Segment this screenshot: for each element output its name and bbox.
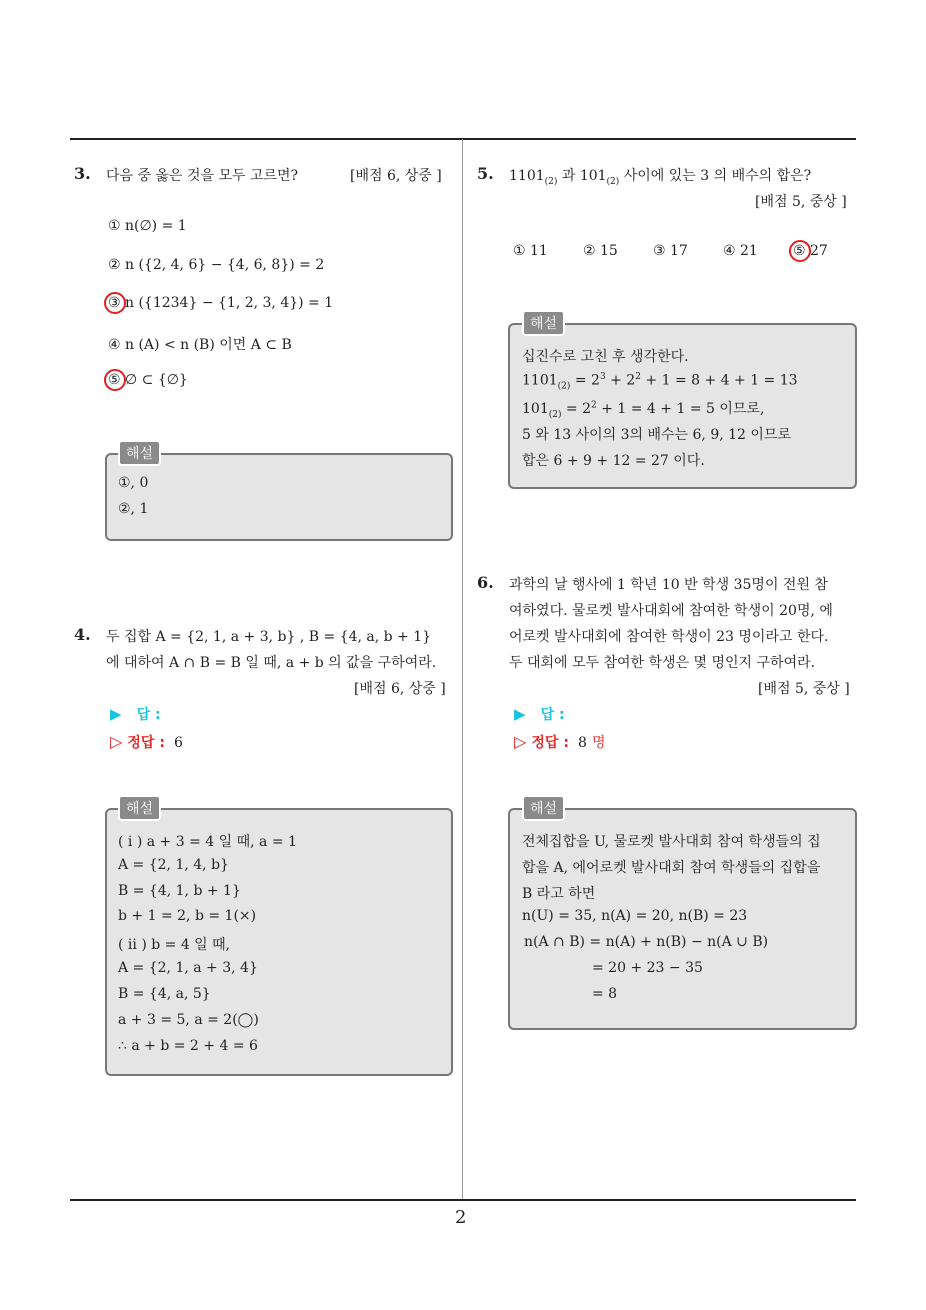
q6-correct-value: 8 — [578, 735, 587, 751]
q5-choice-2[interactable]: ② 15 — [583, 243, 618, 259]
q5-question-part: 과 101 — [557, 168, 607, 184]
q5-question-subscript: (2) — [544, 176, 558, 187]
bottom-rule — [70, 1199, 856, 1201]
q3-choice-3[interactable]: ③ n ({1234} − {1, 2, 3, 4}) = 1 — [108, 295, 334, 311]
q4-solution-line: B = {4, 1, b + 1} — [118, 883, 241, 899]
top-rule — [70, 138, 856, 140]
q5-solution-line: 십진수로 고친 후 생각한다. — [522, 349, 689, 365]
q3-solution-line: ①, 0 — [118, 475, 149, 491]
page-number: 2 — [455, 1207, 467, 1228]
q6-solution-line: 전체집합을 U, 물로켓 발사대회 참여 학생들의 집 — [522, 834, 821, 850]
play-icon: ▶ — [110, 705, 122, 723]
q5-number: 5. — [477, 164, 494, 183]
q5-solution-line: 5 와 13 사이의 3의 배수는 6, 9, 12 이므로 — [522, 427, 791, 443]
q5-choice-1[interactable]: ① 11 — [513, 243, 548, 259]
q3-circle-mark-5 — [104, 369, 126, 391]
q6-answer-label: 답 : — [540, 707, 565, 723]
q3-score: [배점 6, 상중 ] — [350, 168, 442, 184]
q3-solution-label: 해설 — [118, 440, 161, 466]
q4-solution-line: A = {2, 1, a + 3, 4} — [118, 960, 258, 976]
q4-question-line2: 에 대하여 A ∩ B = B 일 때, a + b 의 값을 구하여라. — [106, 655, 437, 671]
q5-choice-4[interactable]: ④ 21 — [723, 243, 758, 259]
q4-correct-value: 6 — [174, 735, 183, 751]
q4-score: [배점 6, 상중 ] — [354, 681, 446, 697]
q4-number: 4. — [74, 625, 91, 644]
q5-question-part: 1101 — [509, 168, 545, 184]
q4-correct-row — [110, 732, 183, 752]
q6-solution-label: 해설 — [522, 795, 565, 821]
q3-question: 다음 중 옳은 것을 모두 고르면? — [106, 168, 299, 184]
q4-solution-label: 해설 — [118, 795, 161, 821]
column-divider — [462, 139, 463, 1201]
q5-solution-line: 합은 6 + 9 + 12 = 27 이다. — [522, 453, 705, 469]
q6-score: [배점 5, 중상 ] — [758, 681, 850, 697]
q4-correct-label: 정답 : — [127, 735, 165, 751]
outline-play-icon: ▷ — [514, 732, 527, 751]
q5-question-part: 사이에 있는 3 의 배수의 합은? — [619, 168, 812, 184]
q5-question-subscript: (2) — [606, 176, 620, 187]
q3-choice-1[interactable]: ① n(∅) = 1 — [108, 218, 187, 234]
q4-solution-line: ( i ) a + 3 = 4 일 때, a = 1 — [118, 834, 297, 850]
q6-solution-line: B 라고 하면 — [522, 886, 596, 902]
q5-solution-line: $1101_{(2)} = 2^3 + 2^2 + 1 = 8 + 4 + 1 = 13$ — [522, 372, 798, 392]
q4-solution-line: ( ii ) b = 4 일 때, — [118, 937, 231, 953]
q6-solution-line: n(A ∩ B) = n(A) + n(B) − n(A ∪ B) — [524, 934, 769, 950]
q5-choice-5[interactable]: ⑤ 27 — [793, 243, 828, 259]
q5-circle-mark-5 — [789, 240, 811, 262]
q4-solution-line: B = {4, a, 5} — [118, 986, 211, 1002]
q3-circle-mark-3 — [104, 292, 126, 314]
q5-choice-3[interactable]: ③ 17 — [653, 243, 688, 259]
q6-solution-line: n(U) = 35, n(A) = 20, n(B) = 23 — [522, 908, 748, 924]
q5-solution-line: $101_{(2)} = 2^2 + 1 = 4 + 1 = 5$ 이므로, — [522, 400, 765, 420]
q4-answer-label: 답 : — [136, 707, 161, 723]
q4-answer-row — [110, 704, 161, 724]
q3-choice-4[interactable]: ④ n (A) < n (B) 이면 A ⊂ B — [108, 337, 292, 353]
q4-question-line1: 두 집합 A = {2, 1, a + 3, b} , B = {4, a, b + 1} — [106, 629, 432, 645]
q6-question-line4: 두 대회에 모두 참여한 학생은 몇 명인지 구하여라. — [509, 655, 816, 671]
q6-solution-line: = 8 — [592, 986, 618, 1002]
q6-correct-label: 정답 : — [531, 735, 569, 751]
q3-solution-box — [105, 453, 453, 541]
q5-question — [509, 165, 811, 187]
q3-number: 3. — [74, 164, 91, 183]
q6-correct-unit: 명 — [592, 735, 606, 751]
q6-number: 6. — [477, 573, 494, 592]
q6-solution-line: = 20 + 23 − 35 — [592, 960, 703, 976]
q6-answer-row — [514, 704, 565, 724]
q4-solution-line: b + 1 = 2, b = 1(×) — [118, 908, 257, 924]
q6-correct-row — [514, 732, 606, 752]
q6-question-line2: 여하였다. 물로켓 발사대회에 참여한 학생이 20명, 에 — [509, 603, 833, 619]
outline-play-icon: ▷ — [110, 732, 123, 751]
q4-solution-line: ∴ a + b = 2 + 4 = 6 — [118, 1038, 258, 1054]
q4-solution-line: A = {2, 1, 4, b} — [118, 857, 229, 873]
q3-choice-5[interactable]: ⑤ ∅ ⊂ {∅} — [108, 372, 188, 388]
q6-question-line3: 어로켓 발사대회에 참여한 학생이 23 명이라고 한다. — [509, 629, 829, 645]
q6-solution-line: 합을 A, 에어로켓 발사대회 참여 학생들의 집합을 — [522, 860, 821, 876]
play-icon: ▶ — [514, 705, 526, 723]
q5-solution-label: 해설 — [522, 310, 565, 336]
q5-score: [배점 5, 중상 ] — [755, 194, 847, 210]
q6-question-line1: 과학의 날 행사에 1 학년 10 반 학생 35명이 전원 참 — [509, 577, 828, 593]
q4-solution-line: a + 3 = 5, a = 2(◯) — [118, 1012, 259, 1028]
q3-solution-line: ②, 1 — [118, 501, 149, 517]
q3-choice-2[interactable]: ② n ({2, 4, 6} − {4, 6, 8}) = 2 — [108, 257, 325, 273]
